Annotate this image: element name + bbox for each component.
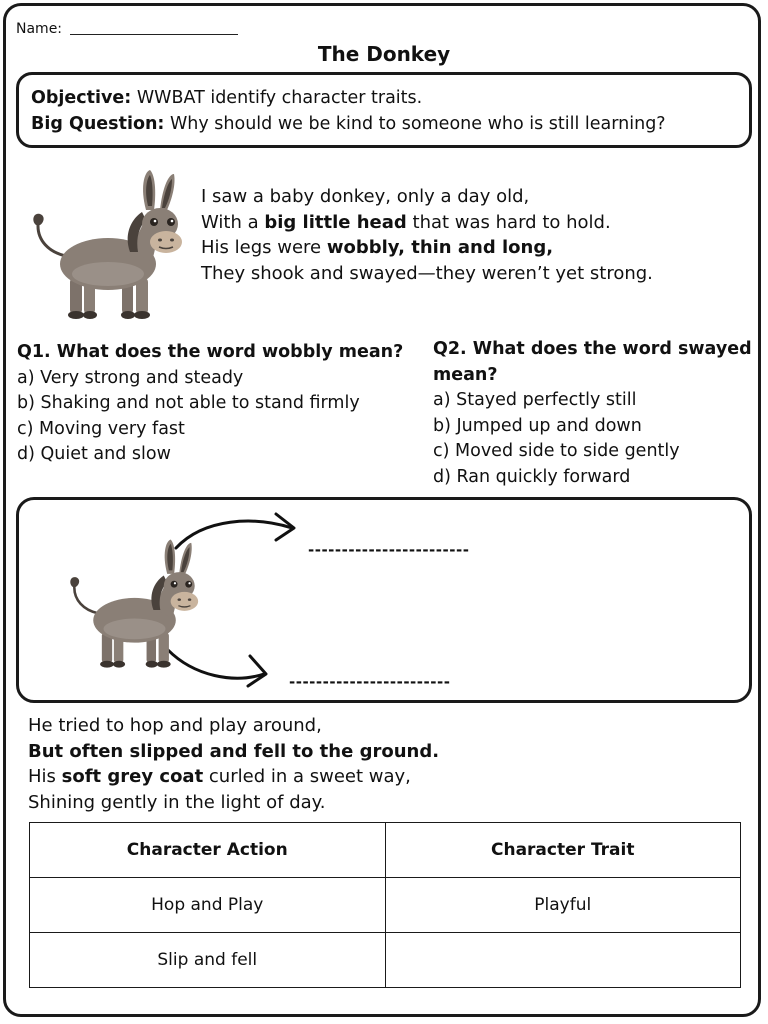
donkey-drawing (70, 539, 198, 667)
question-1-text: Q1. What does the word wobbly mean? (17, 342, 404, 362)
table-row (30, 878, 741, 933)
answer-option[interactable]: b) Jumped up and down (433, 415, 642, 436)
arrow-icon (176, 514, 294, 548)
question-2-text: Q2. What does the word swayed mean? (433, 339, 752, 385)
poem-line: But often slipped and fell to the ground. (28, 740, 440, 762)
poem-line: They shook and swayed—they weren’t yet strong. (201, 262, 653, 284)
poem-bold-text: soft grey coat (61, 766, 204, 788)
answer-option[interactable]: c) Moved side to side gently (433, 441, 680, 461)
big-question-line (31, 111, 737, 137)
page-title: The Donkey (317, 42, 451, 66)
big-question-text: Why should we be kind to someone who is still learning? (164, 114, 666, 134)
answer-option[interactable]: b) Shaking and not able to stand firmly (17, 393, 360, 413)
poem-text: His legs were (201, 237, 327, 259)
poem-text: With a (201, 211, 265, 233)
name-field (16, 20, 238, 37)
poem-text: His (28, 766, 62, 788)
trait-cell[interactable]: Playful (385, 878, 741, 933)
poem-line: Shining gently in the light of day. (28, 791, 326, 813)
poem-text: curled in a sweet way, (203, 766, 411, 788)
character-trait-table (29, 822, 741, 988)
donkey-illustration (26, 166, 186, 324)
poem-bold-text: big little head (264, 211, 407, 233)
answer-blank-bottom[interactable]: ------------------------ (289, 673, 451, 691)
objective-box (16, 72, 752, 148)
table-header-row (30, 823, 741, 878)
poem-line: He tried to hop and play around, (28, 715, 322, 736)
poem-line (201, 235, 653, 261)
objective-line (31, 85, 737, 111)
poem-stanza-1 (201, 184, 653, 286)
arrow-icon (168, 650, 266, 686)
name-blank-line[interactable] (70, 20, 238, 35)
poem-line: I saw a baby donkey, only a day old, (201, 186, 530, 207)
column-header-trait: Character Trait (385, 823, 741, 878)
answer-option[interactable]: a) Stayed perfectly still (433, 390, 637, 410)
answer-option[interactable]: a) Very strong and steady (17, 367, 244, 388)
action-cell: Slip and fell (30, 933, 386, 988)
answer-option[interactable]: d) Ran quickly forward (433, 466, 631, 487)
poem-line (201, 210, 653, 236)
column-header-action: Character Action (30, 823, 386, 878)
answer-option[interactable]: d) Quiet and slow (17, 444, 171, 464)
name-label: Name: (16, 21, 63, 37)
poem-bold-text: wobbly, thin and long, (326, 237, 554, 259)
donkey-arrows-diagram (64, 506, 314, 692)
poem-stanza-2 (28, 713, 439, 815)
table-row (30, 933, 741, 988)
action-cell: Hop and Play (30, 878, 386, 933)
big-question-label: Big Question: (31, 114, 165, 134)
trait-cell-empty[interactable] (385, 933, 741, 988)
question-1 (17, 340, 417, 468)
objective-text: WWBAT identify character traits. (131, 88, 423, 108)
answer-blank-top[interactable]: ------------------------ (308, 541, 470, 559)
donkey-drawing (33, 170, 182, 319)
poem-line (28, 764, 439, 790)
poem-text: that was hard to hold. (406, 211, 611, 233)
answer-option[interactable]: c) Moving very fast (17, 418, 185, 439)
objective-label: Objective: (31, 88, 132, 108)
question-2 (433, 337, 763, 490)
